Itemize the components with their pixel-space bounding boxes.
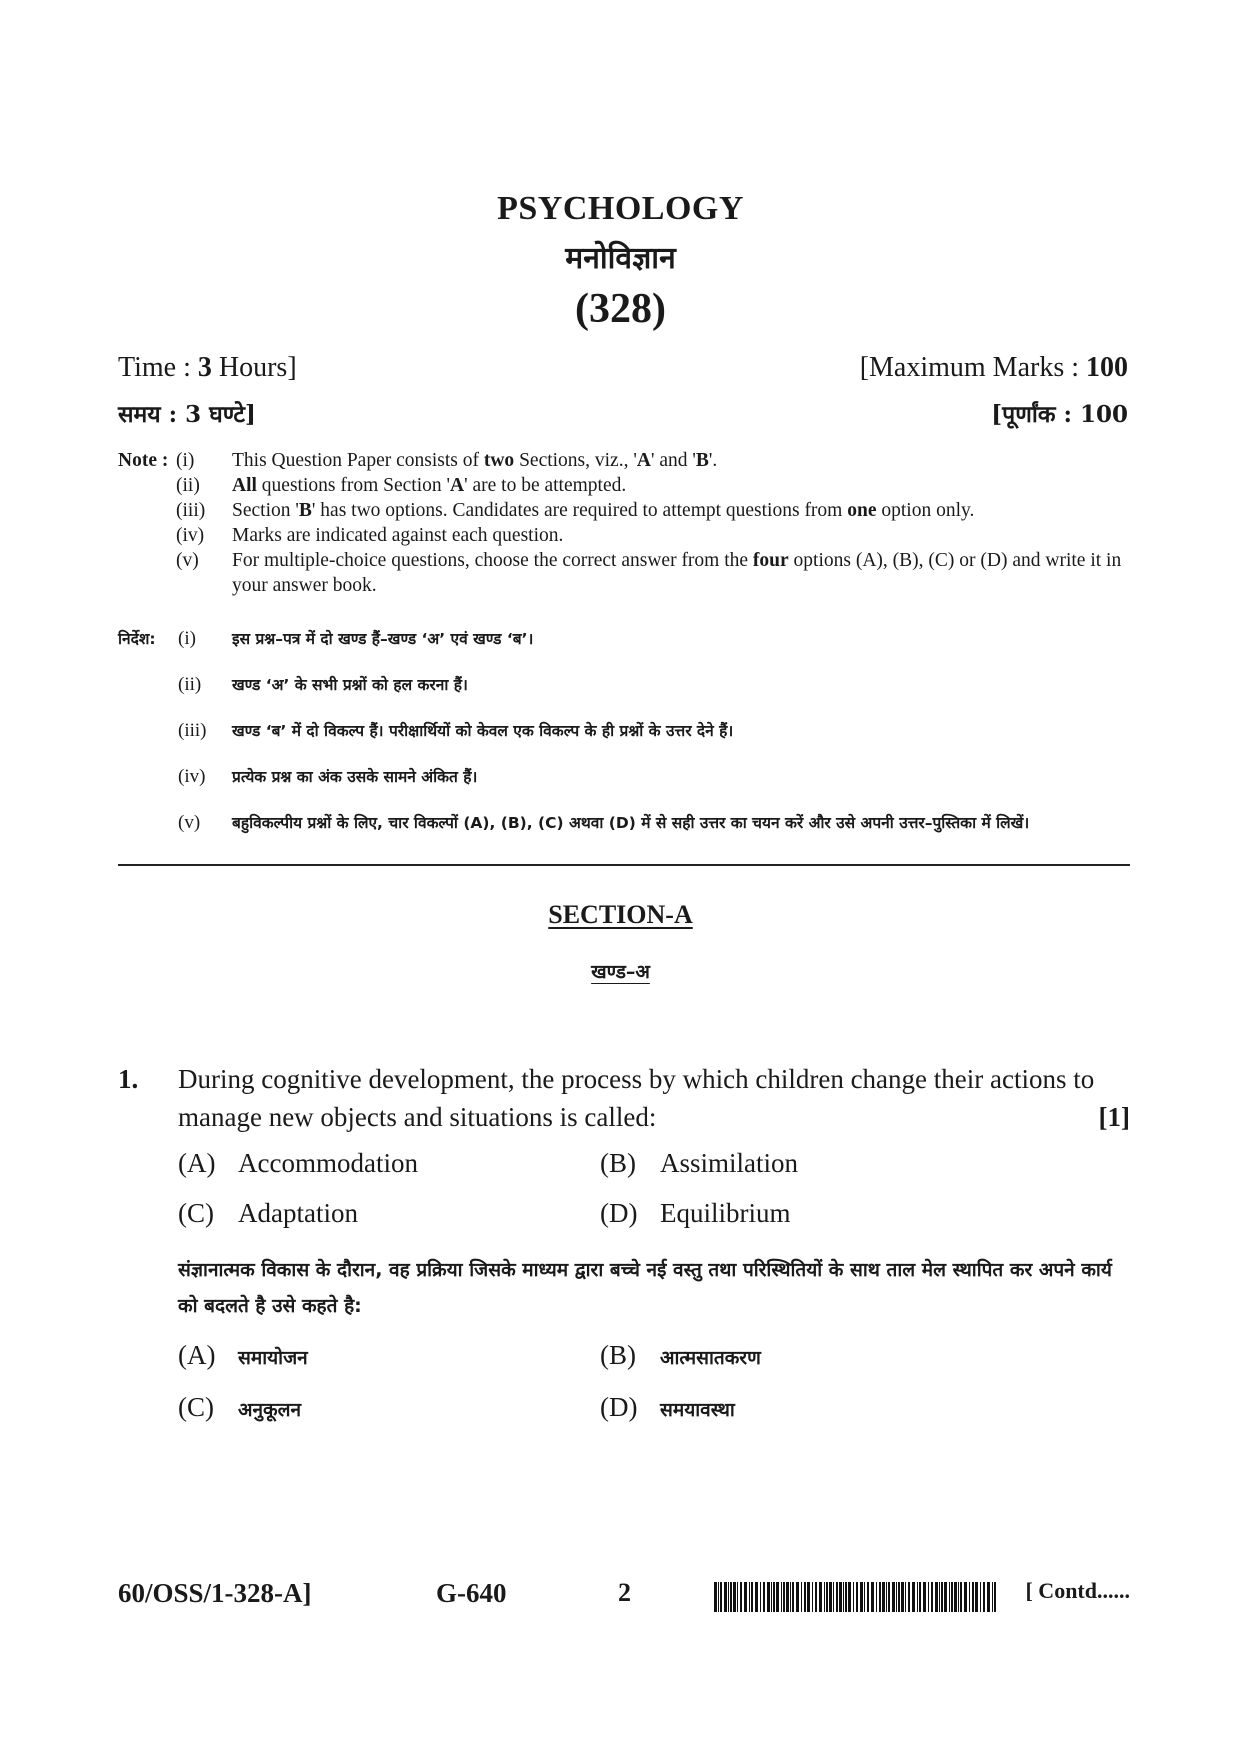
option-d-en: (D) Equilibrium [600,1198,791,1228]
section-title-hi: खण्ड–अ [591,961,650,983]
option-b-hi: (B) आत्मसातकरण [600,1340,761,1370]
note-item-hi: (iv) प्रत्येक प्रश्न का अंक उसके सामने अंकित हैं। [178,766,478,787]
note-item-hi: (ii) खण्ड ‘अ’ के सभी प्रश्नों को हल करना हैं। [178,674,468,695]
meta-row-hi [118,397,1128,429]
option-a-hi: (A) समायोजन [178,1340,308,1370]
note-heading-hi: निर्देश: [118,630,156,648]
note-item-hi: (v) बहुविकल्पीय प्रश्नों के लिए, चार विकल्पों (A), (B), (C) अथवा (D) में से सही उत्तर का चयन करें और उसे अपनी उत्तर–पुस्तिका में लिखें। [178,812,1030,833]
series-code: G-640 [436,1578,507,1608]
note-text: All questions from Section 'A' are to be attempted. [232,475,627,496]
question-marks: [1] [1098,1102,1130,1132]
note-item: (ii) All questions from Section 'A' are to be attempted. [118,473,1130,498]
instructions-hi [118,626,1130,856]
note-item-hi: निर्देश: (i) इस प्रश्न–पत्र में दो खण्ड हैं–खण्ड ‘अ’ एवं खण्ड ‘ब’। [118,626,1130,652]
meta-row-en [118,352,1128,384]
option-c-hi: (C) अनुकूलन [178,1392,302,1422]
note-text: Marks are indicated against each question. [232,525,564,546]
max-marks-en: [Maximum Marks : 100 [859,352,1128,383]
note-text: This Question Paper consists of two Sections, viz., 'A' and 'B'. [232,450,718,471]
page-footer [118,1578,1130,1618]
instructions-en [118,448,1130,598]
subject-title-en: PSYCHOLOGY [497,190,744,227]
subject-code: (328) [575,286,666,332]
note-item: (iv) Marks are indicated against each question. [118,523,1130,548]
option-b-en: (B) Assimilation [600,1148,799,1178]
options-en [178,1148,1130,1248]
paper-title-block [0,190,1241,333]
barcode-icon [714,1582,996,1612]
question-text-hi: संज्ञानात्मक विकास के दौरान, वह प्रक्रिया जिसके माध्यम द्वारा बच्चे नई वस्तु तथा परिस्थितियों के साथ ताल मेल स्थापित कर अपने कार्य को बदलते है उसे कहते है: [178,1259,1112,1317]
time-en: Time : 3 Hours] [118,352,297,383]
question-number: 1. [118,1064,139,1094]
note-item: (v) For multiple-choice questions, choose the correct answer from the four options (A), (B), (C) or (D) and write it in your answer book. [118,548,1130,598]
subject-title-hi: मनोविज्ञान [565,241,676,276]
section-title-en: SECTION-A [548,900,693,929]
options-hi [178,1340,1130,1440]
continued-label: [ Contd...... [1025,1578,1130,1603]
note-text: Section 'B' has two options. Candidates are required to attempt questions from one option only. [232,500,975,521]
option-d-hi: (D) समयावस्था [600,1392,735,1422]
note-text: For multiple-choice questions, choose the correct answer from the four options (A), (B), (C) or (D) and write it in your answer book. [232,550,1122,596]
question-text-en: 1. During cognitive development, the process by which children change their actions to manage new objects and situations is called: [1] [118,1060,1130,1136]
paper-code: 60/OSS/1-328-A] [118,1578,312,1608]
note-item: Note : (i) This Question Paper consists of two Sections, viz., 'A' and 'B'. [118,448,1130,473]
option-c-en: (C) Adaptation [178,1198,358,1228]
option-a-en: (A) Accommodation [178,1148,418,1178]
note-item: (iii) Section 'B' has two options. Candidates are required to attempt questions from one option only. [118,498,1130,523]
page-number: 2 [618,1578,631,1607]
question-1 [118,1060,1130,1422]
note-item-hi: (iii) खण्ड ‘ब’ में दो विकल्प हैं। परीक्षार्थियों को केवल एक विकल्प के ही प्रश्नों के उत्तर देने हैं। [178,720,734,741]
time-hi: समय : 3 घण्टे] [118,401,256,428]
note-heading: Note : [118,450,169,471]
divider [118,864,1130,866]
max-marks-hi: [पूर्णांक : 100 [991,401,1128,428]
